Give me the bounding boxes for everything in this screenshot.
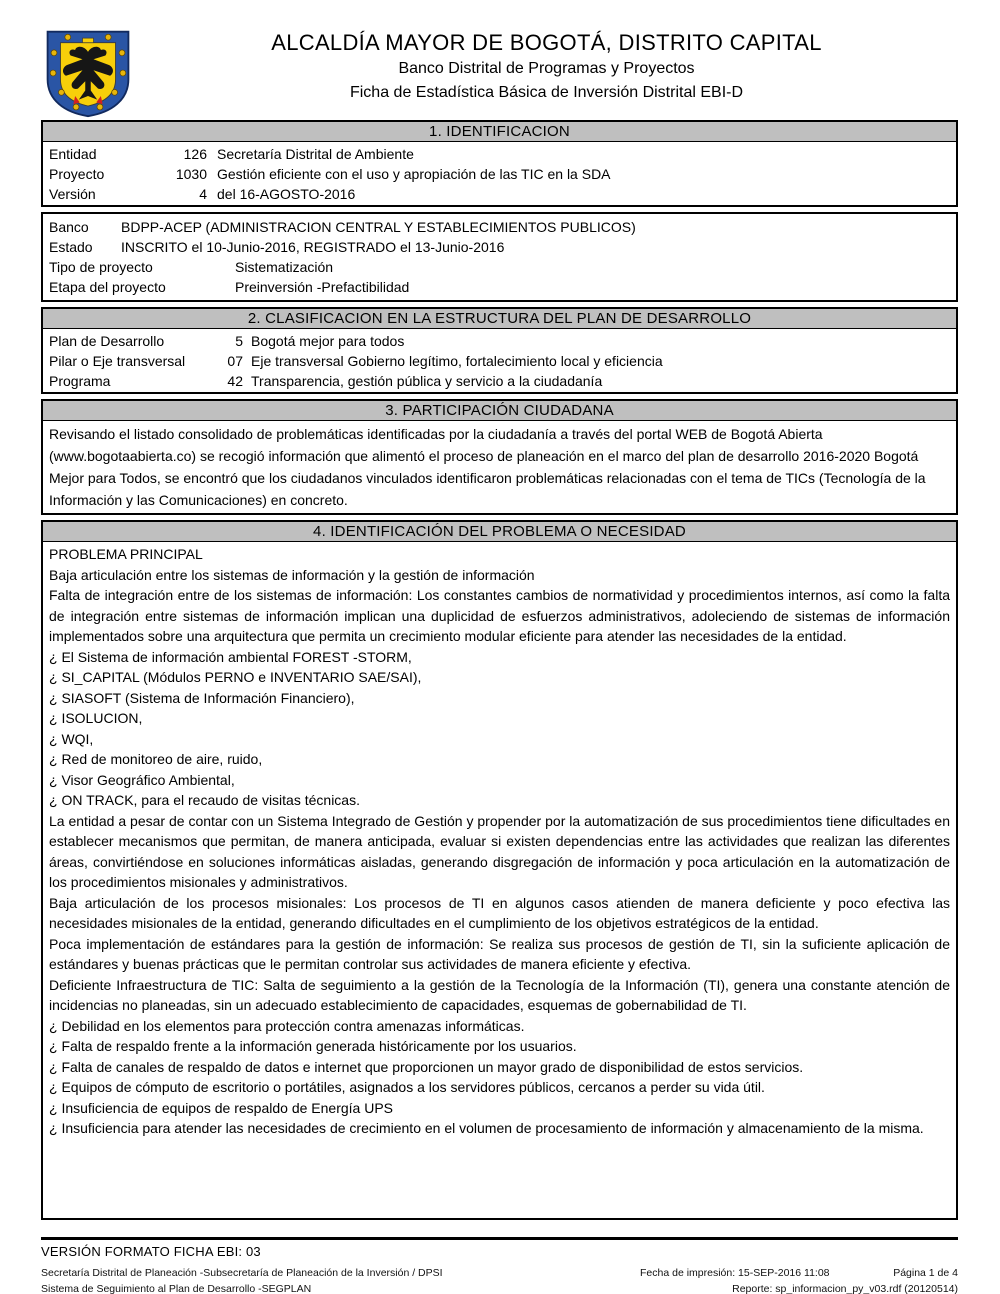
field-label: Banco xyxy=(49,219,89,235)
print-date: Fecha de impresión: 15-SEP-2016 11:08 xyxy=(640,1267,830,1279)
field-row xyxy=(43,184,956,204)
format-version: VERSIÓN FORMATO FICHA EBI: 03 xyxy=(41,1244,261,1259)
paragraph: ¿ Equipos de cómputo de escritorio o portátiles, asignados a los servidores públicos, cercanos a perder su vida útil. xyxy=(49,1079,765,1095)
paragraph: Falta de integración entre de los sistemas de información: Los constantes cambios de normatividad y procedimientos internos, así como la falta de integración entre sistemas de información implican una duplicidad de esfuerzos administrativos, adoleciendo de sistemas de información implementados sobre una arquitectura que permita un crecimiento modular eficiente para atender las necesidades de la entidad. xyxy=(49,587,950,644)
field-row xyxy=(43,164,956,184)
paragraph: Baja articulación entre los sistemas de información y la gestión de información xyxy=(49,566,535,583)
footer-right xyxy=(640,1265,958,1294)
paragraph: ¿ El Sistema de información ambiental FOREST -STORM, xyxy=(49,648,412,665)
document-body xyxy=(41,120,958,1225)
clasificacion-rows xyxy=(43,329,956,392)
field-row xyxy=(43,277,956,297)
paragraph: ¿ Falta de respaldo frente a la información generada históricamente por los usuarios. xyxy=(49,1038,577,1054)
paragraph: Baja articulación de los procesos misionales: Los procesos de TI en algunos casos atienden de manera deficiente y poco efectiva las necesidades misionales de la entidad, generando dificultades en el cumplimiento de los objetivos estratégicos de la entidad. xyxy=(49,894,950,931)
field-label: Entidad xyxy=(49,146,97,162)
paragraph: ¿ SI_CAPITAL (Módulos PERNO e INVENTARIO SAE/SAI), xyxy=(49,669,422,685)
section-participacion xyxy=(41,399,958,515)
footer-system-line: Sistema de Seguimiento al Plan de Desarrollo -SEGPLAN xyxy=(41,1283,312,1294)
paragraph: ¿ WQI, xyxy=(49,730,94,747)
paragraph: ¿ Red de monitoreo de aire, ruido, xyxy=(49,751,263,767)
field-code: 42 xyxy=(227,373,243,389)
field-row xyxy=(43,257,956,277)
footer-rule xyxy=(41,1237,958,1240)
section-identificacion-header: 1. IDENTIFICACION xyxy=(43,122,956,142)
paragraph: ¿ Debilidad en los elementos para protección contra amenazas informáticas. xyxy=(49,1017,525,1034)
field-code: 07 xyxy=(227,353,243,369)
participacion-text xyxy=(43,421,956,513)
problema-text xyxy=(43,542,956,1139)
section-clasificacion xyxy=(41,307,958,394)
field-label: Proyecto xyxy=(49,166,105,182)
field-code: 4 xyxy=(199,186,207,202)
field-value: Bogotá mejor para todos xyxy=(251,333,405,349)
subtitle-banco-distrital: Banco Distrital de Programas y Proyectos xyxy=(398,60,695,77)
field-value: del 16-AGOSTO-2016 xyxy=(217,186,356,202)
field-row xyxy=(43,371,956,391)
paragraph: Revisando el listado consolidado de problemáticas identificadas por la ciudadanía a través del portal WEB de Bogotá Abierta (www.bogotaabierta.co) se recogió información que alimentó el proceso de planeación en el marco del plan de desarrollo 2016-2020 Bogotá Mejor para Todos, se encontró que los ciudadanos vinculados identificaron problemáticas relacionadas con el tema de TICs (Tecnología de la Información y las Comunicaciones) en concreto. xyxy=(49,426,926,508)
field-label: Versión xyxy=(49,186,96,202)
page-number: Página 1 de 4 xyxy=(893,1267,958,1279)
paragraph: ¿ Visor Geográfico Ambiental, xyxy=(49,771,235,788)
footer-meta xyxy=(41,1265,958,1294)
field-row xyxy=(43,144,956,164)
field-value: Transparencia, gestión pública y servicio a la ciudadanía xyxy=(251,373,603,389)
subtitle-ficha-ebi: Ficha de Estadística Básica de Inversión Distrital EBI-D xyxy=(349,84,744,101)
field-row xyxy=(43,351,956,371)
field-value: Secretaría Distrital de Ambiente xyxy=(217,146,414,162)
section-clasificacion-header: 2. CLASIFICACION EN LA ESTRUCTURA DEL PLAN DE DESARROLLO xyxy=(43,309,956,329)
field-label: Etapa del proyecto xyxy=(49,279,166,295)
paragraph: ¿ Falta de canales de respaldo de datos e internet que proporcionen un mayor grado de disponibilidad de estos servicios. xyxy=(49,1058,804,1075)
paragraph: Poca implementación de estándares para la gestión de información: Se realiza sus procesos de gestión de TI, sin la suficiente aplicación de estándares y buenas prácticas que le permitan controlar sus actividades de manera eficiente y efectiva. xyxy=(49,935,950,972)
footer-left xyxy=(41,1265,443,1294)
footer-print-row xyxy=(640,1265,958,1281)
field-code: 5 xyxy=(235,333,243,349)
section-estado-proyecto xyxy=(41,212,958,302)
identificacion-rows xyxy=(43,142,956,205)
page-title: ALCALDÍA MAYOR DE BOGOTÁ, DISTRITO CAPITAL xyxy=(271,30,822,55)
paragraph: PROBLEMA PRINCIPAL xyxy=(49,546,203,562)
paragraph: Deficiente Infraestructura de TIC: Salta de seguimiento a la gestión de la Tecnología de la Información (TI), genera una constante atención de incidencias no planeadas, sin un adecuado establecimiento de capacidades, esquemas de gobernabilidad de TI. xyxy=(49,976,950,1013)
field-code: 1030 xyxy=(175,166,207,182)
field-label: Programa xyxy=(49,373,111,389)
field-label: Pilar o Eje transversal xyxy=(49,353,186,369)
escudo-bogota-icon xyxy=(42,28,134,118)
field-label: Tipo de proyecto xyxy=(49,259,153,275)
field-row xyxy=(43,331,956,351)
field-label: Estado xyxy=(49,239,93,255)
field-value: Eje transversal Gobierno legítimo, fortalecimiento local y eficiencia xyxy=(251,353,663,369)
estado-rows xyxy=(43,214,956,300)
field-value: Gestión eficiente con el uso y apropiación de las TIC en la SDA xyxy=(217,166,611,182)
footer-org-line: Secretaría Distrital de Planeación -Subsecretaría de Planeación de la Inversión / DPSI xyxy=(41,1267,443,1279)
page-footer xyxy=(41,1237,958,1294)
paragraph: ¿ SIASOFT (Sistema de Información Financiero), xyxy=(49,689,355,706)
field-label: Plan de Desarrollo xyxy=(49,333,165,349)
section-problema xyxy=(41,520,958,1220)
field-value: BDPP-ACEP (ADMINISTRACION CENTRAL Y ESTABLECIMIENTOS PUBLICOS) xyxy=(121,219,636,235)
document-header xyxy=(135,30,958,102)
field-code: 126 xyxy=(183,146,207,162)
paragraph: ¿ ON TRACK, para el recaudo de visitas técnicas. xyxy=(49,792,360,808)
field-row xyxy=(43,217,956,237)
section-problema-header: 4. IDENTIFICACIÓN DEL PROBLEMA O NECESIDAD xyxy=(43,522,956,542)
field-value: Sistematización xyxy=(235,259,334,275)
section-participacion-header: 3. PARTICIPACIÓN CIUDADANA xyxy=(43,401,956,421)
escudo-bogota-logo xyxy=(42,28,134,118)
field-row xyxy=(43,237,956,257)
report-id: Reporte: sp_informacion_py_v03.rdf (20120514) xyxy=(732,1283,958,1294)
paragraph: ¿ ISOLUCION, xyxy=(49,710,143,726)
field-value: Preinversión -Prefactibilidad xyxy=(235,279,410,295)
section-identificacion xyxy=(41,120,958,207)
paragraph: ¿ Insuficiencia para atender las necesidades de crecimiento en el volumen de procesamiento de información y almacenamiento de la misma. xyxy=(49,1120,924,1136)
paragraph: La entidad a pesar de contar con un Sistema Integrado de Gestión y propender por la automatización de sus procedimientos tiene dificultades en establecer mecanismos que permitan, de manera anticipada, evaluar si existen dependencias entre las actividades que realizan las diferentes áreas, convirtiéndose en soluciones informáticas aisladas, generando disgregación de información y poca articulación en la automatización de los procedimientos misionales y administrativos. xyxy=(49,812,950,890)
paragraph: ¿ Insuficiencia de equipos de respaldo de Energía UPS xyxy=(49,1099,393,1116)
field-value: INSCRITO el 10-Junio-2016, REGISTRADO el 13-Junio-2016 xyxy=(121,239,505,255)
